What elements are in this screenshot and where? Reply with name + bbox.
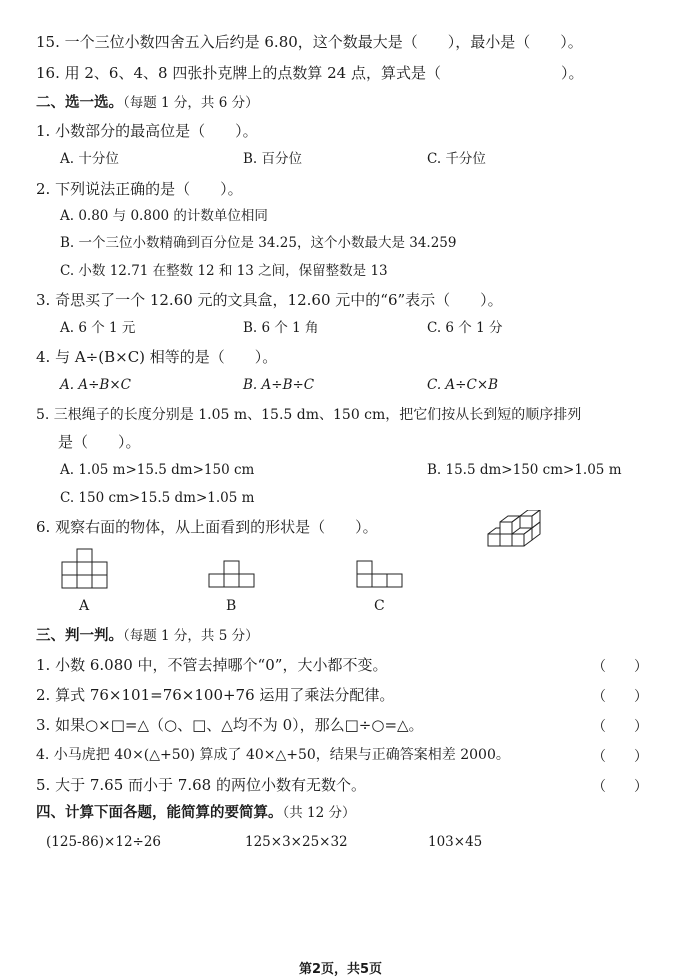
s2-q5-a: A. 1.05 m>15.5 dm>150 cm: [60, 462, 255, 478]
s2-q4-a: A. A÷B×C: [60, 377, 131, 393]
s2-q6: 6. 观察右面的物体，从上面看到的形状是（ ）。: [36, 518, 378, 536]
object-3d-figure: [486, 510, 548, 554]
s3-item-1: 1. 小数 6.080 中，不管去掉哪个“0”，大小都不变。: [36, 656, 388, 674]
s3-answer-5[interactable]: （ ）: [592, 779, 648, 795]
calc-3: 103×45: [428, 834, 483, 850]
s2-q3: 3. 奇思买了一个 12.60 元的文具盒，12.60 元中的“6”表示（ ）。: [36, 291, 503, 309]
s2-q5-cont: 是（ ）。: [58, 433, 141, 451]
s2-q2-b: B. 一个三位小数精确到百分位是 34.25，这个小数最大是 34.259: [60, 235, 457, 251]
s2-q2-c: C. 小数 12.71 在整数 12 和 13 之间，保留整数是 13: [60, 263, 388, 279]
s3-item-3: 3. 如果○×□=△（○、□、△均不为 0），那么□÷○=△。: [36, 716, 424, 734]
section-2-name: 二、选一选。: [36, 94, 123, 111]
section-3-name: 三、判一判。: [36, 627, 123, 644]
s2-q2-a: A. 0.80 与 0.800 的计数单位相同: [60, 208, 268, 224]
section-4-note: （共 12 分）: [282, 805, 356, 821]
option-b-label: B: [226, 598, 237, 614]
s2-q1-b: B. 百分位: [243, 151, 303, 167]
section-4-title: [36, 804, 356, 822]
s2-q3-a: A. 6 个 1 元: [60, 320, 136, 336]
s2-q4-b: B. A÷B÷C: [243, 377, 315, 393]
s2-q3-c: C. 6 个 1 分: [427, 320, 503, 336]
section-2-note: （每题 1 分，共 6 分）: [123, 95, 259, 111]
s3-item-4: 4. 小马虎把 40×(△+50) 算成了 40×△+50，结果与正确答案相差 2000。: [36, 747, 510, 763]
s2-q1-a: A. 十分位: [60, 151, 119, 167]
s2-q1-c: C. 千分位: [427, 151, 486, 167]
s2-q5-c: C. 150 cm>15.5 dm>1.05 m: [60, 490, 255, 506]
s3-answer-4[interactable]: （ ）: [592, 749, 648, 765]
option-c-label: C: [374, 598, 385, 614]
s3-answer-1[interactable]: （ ）: [592, 659, 648, 675]
s2-q5-b: B. 15.5 dm>150 cm>1.05 m: [427, 462, 622, 478]
section-3-note: （每题 1 分，共 5 分）: [123, 628, 259, 644]
s3-answer-3[interactable]: （ ）: [592, 719, 648, 735]
s2-q3-b: B. 6 个 1 角: [243, 320, 319, 336]
section-2-title: [36, 94, 259, 112]
question-16: 16. 用 2、6、4、8 四张扑克牌上的点数算 24 点，算式是（ ）。: [36, 64, 584, 82]
calc-2: 125×3×25×32: [245, 834, 348, 850]
option-a-label: A: [79, 598, 90, 614]
s2-q5: 5. 三根绳子的长度分别是 1.05 m、15.5 dm、150 cm，把它们按从长到短的顺序排列: [36, 407, 582, 423]
s2-q2: 2. 下列说法正确的是（ ）。: [36, 180, 243, 198]
s2-q1: 1. 小数部分的最高位是（ ）。: [36, 122, 258, 140]
s2-q4: 4. 与 A÷(B×C) 相等的是（ ）。: [36, 348, 278, 366]
calc-1: (125-86)×12÷26: [46, 834, 162, 850]
s3-item-5: 5. 大于 7.65 而小于 7.68 的两位小数有无数个。: [36, 776, 366, 794]
section-3-title: [36, 627, 259, 645]
section-4-name: 四、计算下面各题，能简算的要简算。: [36, 804, 283, 821]
page-footer: 第2页，共5页: [298, 962, 383, 977]
option-b-shape: [208, 560, 256, 590]
question-15: 15. 一个三位小数四舍五入后约是 6.80，这个数最大是（ ），最小是（ ）。: [36, 33, 583, 51]
s3-item-2: 2. 算式 76×101=76×100+76 运用了乘法分配律。: [36, 686, 395, 704]
s2-q4-c: C. A÷C×B: [427, 377, 499, 393]
s3-answer-2[interactable]: （ ）: [592, 689, 648, 705]
option-c-shape: [356, 560, 404, 590]
option-a-shape: [61, 548, 109, 590]
